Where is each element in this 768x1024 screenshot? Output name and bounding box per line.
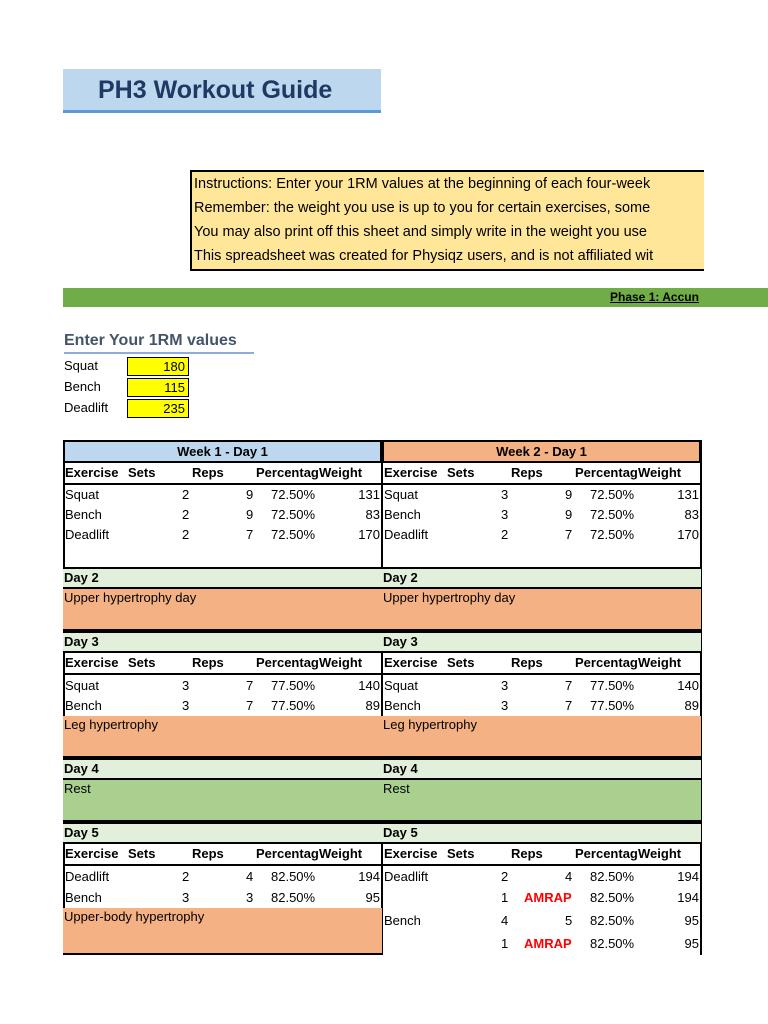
pct-value: 72.50% (271, 527, 316, 542)
day3-header: Day 3 (63, 631, 382, 653)
reps-value: 4 (565, 869, 573, 884)
weight-value: 194 (677, 890, 699, 905)
weight-value: 131 (677, 487, 699, 502)
col-exercise: Exercise (384, 655, 438, 670)
sets-value: 1 (501, 936, 509, 951)
col-reps: Reps (511, 846, 543, 861)
pct-value: 72.50% (590, 527, 635, 542)
day2-note: Upper hypertrophy day (382, 589, 701, 631)
weight-value: 194 (677, 869, 699, 884)
column-headers (382, 463, 701, 485)
week1-header: Week 1 - Day 1 (63, 440, 382, 463)
day3-header: Day 3 (382, 631, 701, 653)
weight-value: 89 (684, 698, 699, 713)
weight-value: 95 (684, 936, 699, 951)
day2-header: Day 2 (382, 567, 701, 589)
reps-value: 9 (565, 487, 573, 502)
col-reps: Reps (511, 655, 543, 670)
weight-value: 140 (677, 678, 699, 693)
phase-bar (63, 288, 768, 307)
exercise-name: Deadlift (384, 527, 429, 542)
sets-value: 4 (501, 913, 509, 928)
reps-value: 9 (246, 507, 254, 522)
col-percentage: Percentag (256, 846, 319, 861)
weight-value: 83 (684, 507, 699, 522)
reps-value: 3 (246, 890, 254, 905)
day2-header: Day 2 (63, 567, 382, 589)
sets-value: 3 (501, 507, 509, 522)
col-sets: Sets (128, 465, 156, 480)
rm-label-deadlift: Deadlift (64, 400, 109, 415)
pct-value: 82.50% (271, 890, 316, 905)
weight-value: 95 (365, 890, 380, 905)
weight-value: 131 (358, 487, 380, 502)
instruction-line: This spreadsheet was created for Physiqz users, and is not affiliated wit (194, 248, 654, 264)
pct-value: 77.50% (271, 698, 316, 713)
pct-value: 72.50% (271, 507, 316, 522)
column-headers (63, 463, 382, 485)
col-percentage: Percentag (575, 655, 638, 670)
col-reps: Reps (511, 465, 543, 480)
day3-note: Leg hypertrophy (382, 716, 701, 758)
col-sets: Sets (447, 655, 475, 670)
col-sets: Sets (128, 846, 156, 861)
exercise-name: Deadlift (65, 869, 110, 884)
sets-value: 1 (501, 890, 509, 905)
pct-value: 82.50% (590, 936, 635, 951)
day4-header: Day 4 (382, 758, 701, 780)
exercise-name: Bench (65, 507, 102, 522)
reps-value: 7 (565, 678, 573, 693)
exercise-name: Squat (65, 678, 99, 693)
reps-value: 7 (246, 527, 254, 542)
sets-value: 2 (501, 527, 509, 542)
pct-value: 72.50% (590, 507, 635, 522)
reps-value: 7 (246, 698, 254, 713)
col-exercise: Exercise (384, 846, 438, 861)
pct-value: 82.50% (271, 869, 316, 884)
title-banner (63, 69, 381, 113)
amrap-label: AMRAP (524, 890, 572, 905)
col-weight: Weight (319, 465, 363, 480)
col-sets: Sets (447, 846, 475, 861)
reps-value: 7 (565, 698, 573, 713)
reps-value: 9 (246, 487, 254, 502)
pct-value: 82.50% (590, 890, 635, 905)
pct-value: 77.50% (590, 698, 635, 713)
sets-value: 2 (182, 487, 190, 502)
amrap-label: AMRAP (524, 936, 572, 951)
exercise-name: Bench (384, 913, 421, 928)
day2-note: Upper hypertrophy day (63, 589, 382, 631)
day5-note: Upper-body hypertrophy (63, 908, 382, 955)
col-exercise: Exercise (384, 465, 438, 480)
weight-value: 170 (677, 527, 699, 542)
reps-value: 7 (246, 678, 254, 693)
col-sets: Sets (447, 465, 475, 480)
rm-label-squat: Squat (64, 358, 98, 373)
instruction-line: Instructions: Enter your 1RM values at the beginning of each four-week (194, 176, 651, 192)
rm-input-squat[interactable]: 180 (127, 357, 189, 376)
col-sets: Sets (128, 655, 156, 670)
exercise-name: Bench (384, 698, 421, 713)
exercise-name: Bench (384, 507, 421, 522)
instruction-line: Remember: the weight you use is up to you for certain exercises, some (194, 200, 651, 216)
col-percentage: Percentag (575, 465, 638, 480)
week1-panel (63, 440, 382, 955)
pct-value: 77.50% (271, 678, 316, 693)
reps-value: 9 (565, 507, 573, 522)
exercise-name: Bench (65, 890, 102, 905)
sets-value: 3 (501, 487, 509, 502)
exercise-name: Squat (384, 487, 418, 502)
rm-label-bench: Bench (64, 379, 101, 394)
phase-label: Phase 1: Accun (610, 290, 699, 304)
pct-value: 82.50% (590, 869, 635, 884)
weight-value: 89 (365, 698, 380, 713)
col-reps: Reps (192, 846, 224, 861)
col-weight: Weight (638, 846, 682, 861)
day4-note: Rest (382, 780, 701, 822)
day4-note: Rest (63, 780, 382, 822)
col-percentage: Percentag (256, 465, 319, 480)
instruction-line: You may also print off this sheet and simply write in the weight you use (194, 224, 647, 240)
sets-value: 2 (501, 869, 509, 884)
col-weight: Weight (638, 465, 682, 480)
sets-value: 3 (182, 678, 190, 693)
pct-value: 72.50% (271, 487, 316, 502)
exercise-name: Squat (384, 678, 418, 693)
sets-value: 3 (501, 678, 509, 693)
sets-value: 3 (182, 890, 190, 905)
rm-input-deadlift[interactable]: 235 (127, 399, 189, 418)
weight-value: 170 (358, 527, 380, 542)
pct-value: 72.50% (590, 487, 635, 502)
weight-value: 194 (358, 869, 380, 884)
col-exercise: Exercise (65, 465, 119, 480)
weight-value: 83 (365, 507, 380, 522)
day4-header: Day 4 (63, 758, 382, 780)
pct-value: 82.50% (590, 913, 635, 928)
col-exercise: Exercise (65, 655, 119, 670)
column-headers (382, 844, 701, 866)
day5-header: Day 5 (382, 822, 701, 844)
reps-value: 5 (565, 913, 573, 928)
instructions-box (190, 170, 704, 271)
column-headers (63, 653, 382, 675)
weight-value: 140 (358, 678, 380, 693)
col-reps: Reps (192, 465, 224, 480)
sets-value: 3 (182, 698, 190, 713)
col-weight: Weight (638, 655, 682, 670)
col-weight: Weight (319, 846, 363, 861)
column-headers (382, 653, 701, 675)
rm-input-bench[interactable]: 115 (127, 378, 189, 397)
sets-value: 2 (182, 869, 190, 884)
day3-note: Leg hypertrophy (63, 716, 382, 758)
col-percentage: Percentag (575, 846, 638, 861)
col-exercise: Exercise (65, 846, 119, 861)
week2-panel (382, 440, 701, 955)
exercise-name: Deadlift (65, 527, 110, 542)
col-percentage: Percentag (256, 655, 319, 670)
pct-value: 77.50% (590, 678, 635, 693)
column-headers (63, 844, 382, 866)
rm-heading: Enter Your 1RM values (64, 332, 254, 354)
exercise-name: Deadlift (384, 869, 429, 884)
sets-value: 2 (182, 507, 190, 522)
exercise-name: Squat (65, 487, 99, 502)
exercise-name: Bench (65, 698, 102, 713)
reps-value: 7 (565, 527, 573, 542)
col-reps: Reps (192, 655, 224, 670)
weight-value: 95 (684, 913, 699, 928)
page-title: PH3 Workout Guide (98, 76, 333, 104)
week2-header: Week 2 - Day 1 (382, 440, 701, 463)
sets-value: 3 (501, 698, 509, 713)
day5-header: Day 5 (63, 822, 382, 844)
col-weight: Weight (319, 655, 363, 670)
reps-value: 4 (246, 869, 254, 884)
sets-value: 2 (182, 527, 190, 542)
